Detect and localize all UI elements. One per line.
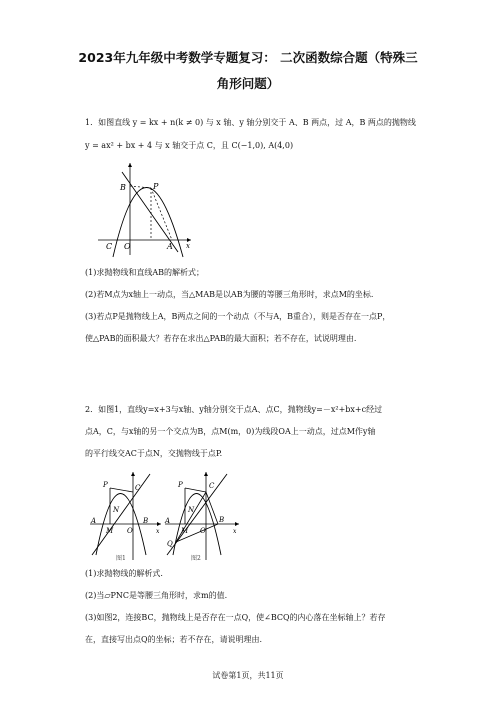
q2f2-caption: 图2 <box>191 555 201 562</box>
q1-part-2: (2)若M点为x轴上一动点，当△MAB是以AB为腰的等腰三角形时，求点M的坐标. <box>85 290 374 299</box>
q2f1-label-m: M <box>106 527 114 535</box>
q2f2-label-n: N <box>188 506 195 514</box>
q2f1-label-c: C <box>135 484 141 492</box>
title-line-1: 2023年九年级中考数学专题复习： 二次函数综合题（特殊三 <box>78 50 418 65</box>
q1-part-3-line-2: 使△PAB的面积最大？若存在求出△PAB的最大面积；若不存在，试说明理由. <box>85 334 357 343</box>
q2f1-label-o: O <box>127 527 133 535</box>
q2-figure-2 <box>163 470 243 562</box>
q2f2-line-pc <box>185 488 206 492</box>
q2-part-2: (2)当▱PNC是等腰三角形时，求m的值. <box>85 591 228 600</box>
q2f1-label-b: B <box>143 517 149 525</box>
q1-label-o: O <box>124 242 131 251</box>
q2f1-line-pc <box>110 488 133 492</box>
q2f1-label-x: x <box>156 528 160 535</box>
q1-y-arrow <box>128 163 132 167</box>
q2f2-y-arrow <box>204 472 208 476</box>
q2-figure-1 <box>88 470 163 562</box>
page-footer: 试卷第1页，共11页 <box>212 671 284 680</box>
q1-part-1: (1)求抛物线和直线AB的解析式； <box>85 268 204 277</box>
q1-stem-line-2: y = ax² + bx + 4 与 x 轴交于点 C，且 C(−1,0), A(4,0) <box>85 141 294 150</box>
q2f2-label-a: A <box>165 517 171 525</box>
q1-label-c: C <box>106 242 113 251</box>
q2f2-label-p: P <box>178 481 183 489</box>
q1-label-b: B <box>120 183 126 192</box>
q2f2-label-o: O <box>200 527 206 535</box>
q2f1-caption: 图1 <box>116 555 126 562</box>
q2f2-label-b: B <box>219 516 225 524</box>
q2f2-label-m: M <box>181 527 189 535</box>
q2-stem-line-2: 点A，C，与x轴的另一个交点为B，点M(m，0)为线段OA上一动点，过点M作y轴 <box>85 427 376 436</box>
title-line-2: 角形问题） <box>216 76 280 91</box>
q2f1-label-n: N <box>113 506 120 514</box>
document-title <box>40 45 456 97</box>
q2f1-y-arrow <box>131 472 135 476</box>
q2-part-1: (1)求抛物线的解析式. <box>85 569 163 578</box>
q1-figure <box>93 160 195 258</box>
q2-part-3-line-1: (3)如图2，连接BC，抛物线上是否存在一点Q，使∠BCQ的内心落在坐标轴上？若存 <box>85 613 386 622</box>
q2f1-label-a: A <box>91 517 97 525</box>
q2f2-x-arrow <box>235 522 239 526</box>
q1-part-3-line-1: (3)若点P是抛物线上A，B两点之间的一个动点（不与A，B重合），则是否存在一点P， <box>85 312 391 321</box>
q2-part-3-line-2: 在，直接写出点Q的坐标；若不存在，请说明理由. <box>85 635 263 644</box>
q2-stem-line-1: 2．如图1，直线y=x+3与x轴、y轴分别交于点A、点C，抛物线y=－x²+bx+c经过 <box>85 405 383 414</box>
q2f1-label-p: P <box>103 481 108 489</box>
q1-label-x: x <box>186 242 190 250</box>
q2f2-label-c: C <box>209 482 215 490</box>
q1-stem-line-1: 1．如图直线 y = kx + n(k ≠ 0) 与 x 轴、y 轴分别交于 A、B 两点，过 A，B 两点的抛物线 <box>85 118 416 127</box>
q2f1-line-ac <box>92 474 150 555</box>
q2-stem-line-3: 的平行线交AC于点N，交抛物线于点P. <box>85 449 223 458</box>
q2f1-x-arrow <box>157 522 161 526</box>
q1-label-p: P <box>153 182 159 191</box>
q2f2-label-x: x <box>233 528 237 535</box>
q1-label-a: A <box>167 242 173 251</box>
q2f2-label-q: Q <box>167 540 173 548</box>
